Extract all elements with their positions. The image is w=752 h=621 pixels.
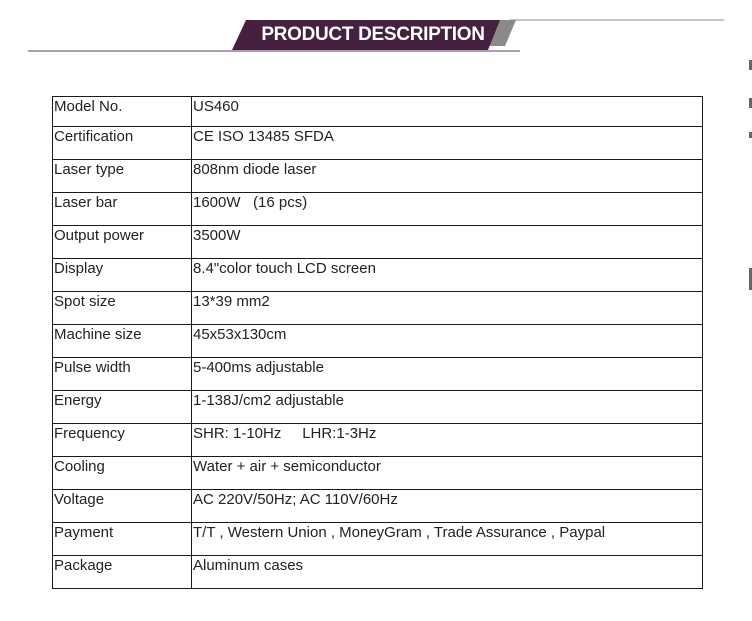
spec-value: AC 220V/50Hz; AC 110V/60Hz: [192, 490, 703, 523]
spec-value: T/T , Western Union , MoneyGram , Trade Assurance , Paypal: [192, 523, 703, 556]
spec-value: 5-400ms adjustable: [192, 358, 703, 391]
spec-value: 45x53x130cm: [192, 325, 703, 358]
spec-label: Laser type: [53, 160, 192, 193]
header-title: PRODUCT DESCRIPTION: [261, 24, 485, 45]
spec-value: 1-138J/cm2 adjustable: [192, 391, 703, 424]
spec-value: 808nm diode laser: [192, 160, 703, 193]
spec-table: [52, 96, 703, 589]
section-header: [0, 0, 752, 60]
table-row: [53, 226, 703, 259]
spec-label: Energy: [53, 391, 192, 424]
table-row: [53, 127, 703, 160]
spec-label: Certification: [53, 127, 192, 160]
spec-label: Machine size: [53, 325, 192, 358]
spec-value: 3500W: [192, 226, 703, 259]
table-row: [53, 391, 703, 424]
spec-value: 13*39 mm2: [192, 292, 703, 325]
table-row: [53, 556, 703, 589]
spec-value: Water + air + semiconductor: [192, 457, 703, 490]
spec-label: Frequency: [53, 424, 192, 457]
table-row: [53, 325, 703, 358]
spec-label: Spot size: [53, 292, 192, 325]
spec-value: 1600W (16 pcs): [192, 193, 703, 226]
table-row: [53, 97, 703, 127]
spec-label: Output power: [53, 226, 192, 259]
spec-label: Laser bar: [53, 193, 192, 226]
table-row: [53, 490, 703, 523]
spec-table-body: [53, 97, 703, 589]
spec-label: Voltage: [53, 490, 192, 523]
table-row: [53, 259, 703, 292]
table-row: [53, 160, 703, 193]
spec-value: 8.4"color touch LCD screen: [192, 259, 703, 292]
spec-label: Pulse width: [53, 358, 192, 391]
spec-value: Aluminum cases: [192, 556, 703, 589]
spec-value: US460: [192, 97, 703, 127]
spec-label: Display: [53, 259, 192, 292]
spec-value: CE ISO 13485 SFDA: [192, 127, 703, 160]
right-edge-marks: [746, 60, 752, 320]
spec-label: Payment: [53, 523, 192, 556]
table-row: [53, 424, 703, 457]
table-row: [53, 193, 703, 226]
table-row: [53, 523, 703, 556]
spec-value: SHR: 1-10Hz LHR:1-3Hz: [192, 424, 703, 457]
spec-label: Package: [53, 556, 192, 589]
table-row: [53, 457, 703, 490]
spec-label: Cooling: [53, 457, 192, 490]
table-row: [53, 358, 703, 391]
spec-label: Model No.: [53, 97, 192, 127]
table-row: [53, 292, 703, 325]
